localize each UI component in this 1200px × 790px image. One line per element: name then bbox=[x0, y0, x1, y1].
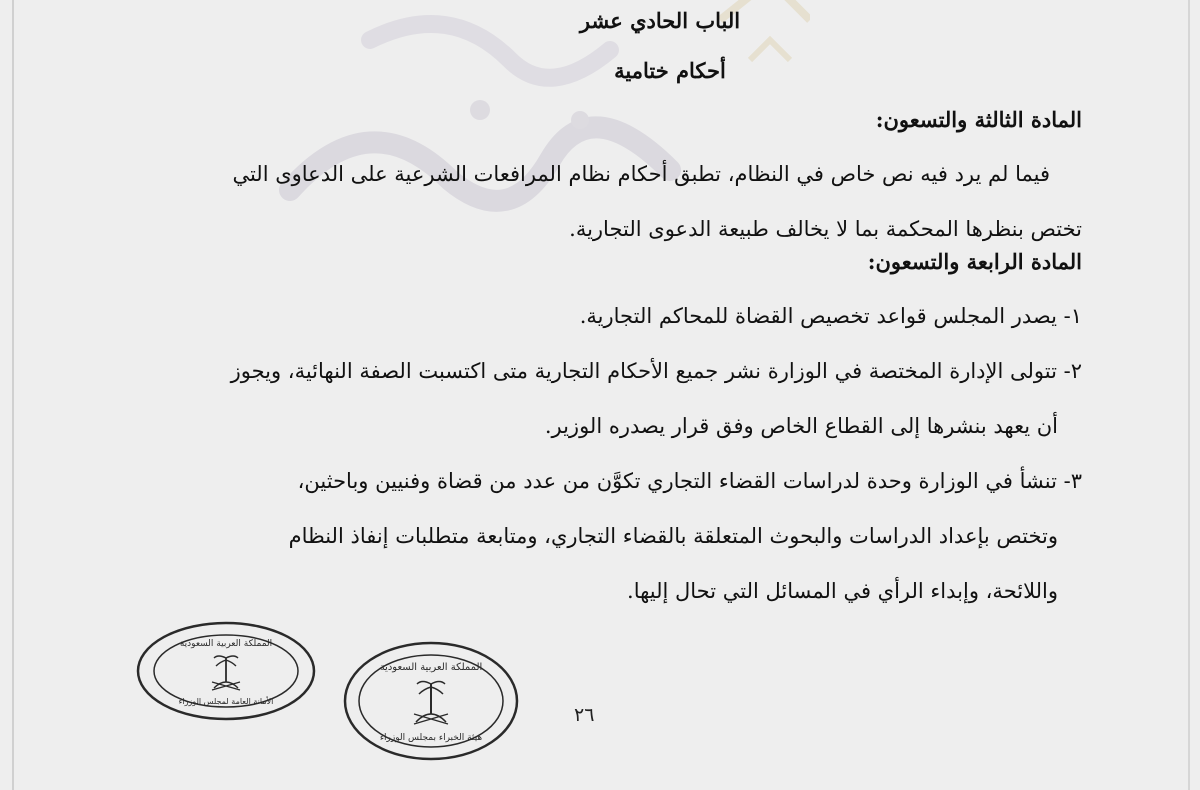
stamp-left-bottom-text: الأمانة العامة لمجلس الوزراء bbox=[178, 697, 274, 706]
stamp-experts-commission bbox=[340, 638, 522, 764]
article-94-heading: المادة الرابعة والتسعون: bbox=[867, 249, 1082, 274]
palm-swords-emblem bbox=[212, 656, 240, 690]
article-94-item-2-line-2: أن يعهد بنشرها إلى القطاع الخاص وفق قرار يصدره الوزير. bbox=[544, 414, 1058, 438]
chapter-subtitle: أحكام ختامية bbox=[614, 58, 726, 83]
article-93-heading: المادة الثالثة والتسعون: bbox=[875, 107, 1082, 132]
article-94 bbox=[92, 234, 1082, 619]
stamp-right-top-text: المملكة العربية السعودية bbox=[379, 662, 483, 673]
stamp-right-bottom-text: هيئة الخبراء بمجلس الوزراء bbox=[379, 733, 483, 743]
article-93-line-1: فيما لم يرد فيه نص خاص في النظام، تطبق أحكام نظام المرافعات الشرعية على الدعاوى التي bbox=[232, 162, 1050, 186]
page-right-edge bbox=[1188, 0, 1190, 790]
stamp-left-top-text: المملكة العربية السعودية bbox=[179, 639, 273, 649]
article-93 bbox=[92, 92, 1082, 257]
article-94-item-2-line-1: ٢- تتولى الإدارة المختصة في الوزارة نشر جميع الأحكام التجارية متى اكتسبت الصفة النهائية، ويجوز bbox=[230, 359, 1082, 383]
stamp-general-secretariat bbox=[134, 618, 318, 724]
article-94-item-3-line-2: وتختص بإعداد الدراسات والبحوث المتعلقة بالقضاء التجاري، ومتابعة متطلبات إنفاذ النظام bbox=[288, 524, 1058, 548]
page-left-edge bbox=[12, 0, 14, 790]
article-94-item-3-line-1: ٣- تنشأ في الوزارة وحدة لدراسات القضاء التجاري تكوَّن من عدد من قضاة وفنيين وباحثين، bbox=[297, 469, 1082, 493]
chapter-title: الباب الحادي عشر bbox=[579, 8, 741, 33]
article-94-item-3-line-3: واللائحة، وإبداء الرأي في المسائل التي تحال إليها. bbox=[627, 579, 1058, 603]
page-number: ٢٦ bbox=[574, 704, 595, 726]
article-94-item-1: ١- يصدر المجلس قواعد تخصيص القضاة للمحاكم التجارية. bbox=[579, 304, 1082, 328]
article-93-line-2: تختص بنظرها المحكمة بما لا يخالف طبيعة الدعوى التجارية. bbox=[569, 217, 1082, 241]
palm-swords-emblem bbox=[414, 682, 448, 725]
